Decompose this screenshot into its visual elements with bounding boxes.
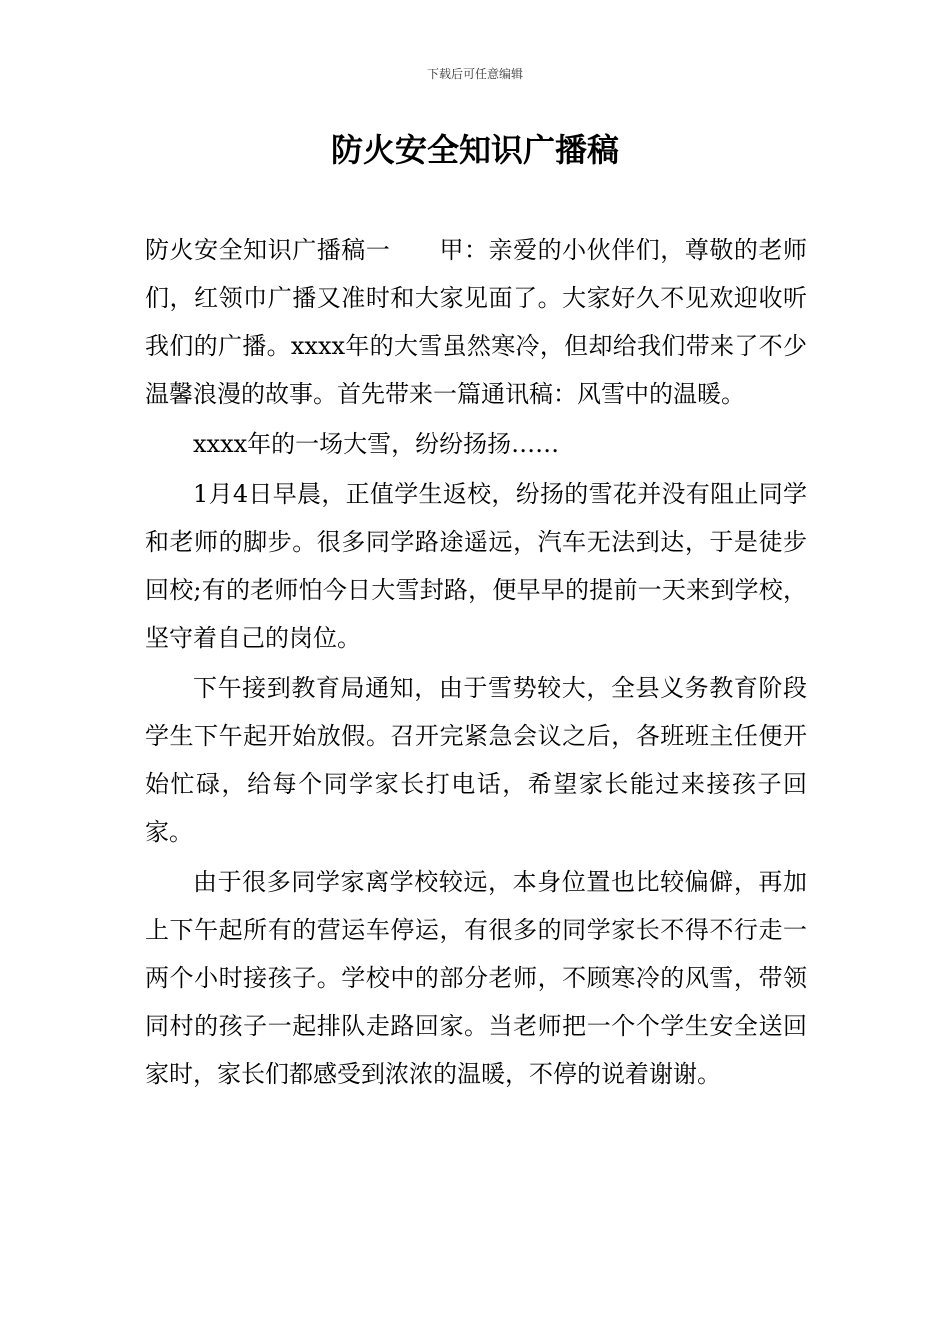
paragraph-intro: 防火安全知识广播稿一 甲：亲爱的小伙伴们，尊敬的老师们，红领巾广播又准时和大家见面了。大家好久不见欢迎收听我们的广播。xxxx年的大雪虽然寒冷，但却给我们带来了不少温馨浪漫的故事。首先带来一篇通讯稿：风雪中的温暖。: [145, 236, 807, 408]
header-note: 下载后可任意编辑: [426, 67, 523, 81]
paragraph-walk-home: 由于很多同学家离学校较远，本身位置也比较偏僻，再加上下午起所有的营运车停运，有很多的同学家长不得不行走一两个小时接孩子。学校中的部分老师，不顾寒冷的风雪，带领同村的孩子一起排队走路回家。当老师把一个个学生安全送回家时，家长们都感受到浓浓的温暖，不停的说着谢谢。: [145, 868, 807, 1088]
document-title: 防火安全知识广播稿: [330, 131, 619, 169]
paragraph-morning: 1月4日早晨，正值学生返校，纷扬的雪花并没有阻止同学和老师的脚步。很多同学路途遥远，汽车无法到达，于是徒步回校;有的老师怕今日大雪封路，便早早的提前一天来到学校，坚守着自己的岗位。: [145, 480, 807, 652]
paragraph-afternoon: 下午接到教育局通知，由于雪势较大，全县义务教育阶段学生下午起开始放假。召开完紧急会议之后，各班班主任便开始忙碌，给每个同学家长打电话，希望家长能过来接孩子回家。: [145, 674, 807, 846]
paragraph-snow: xxxx年的一场大雪，纷纷扬扬……: [193, 430, 560, 458]
document-body: [145, 226, 807, 1098]
